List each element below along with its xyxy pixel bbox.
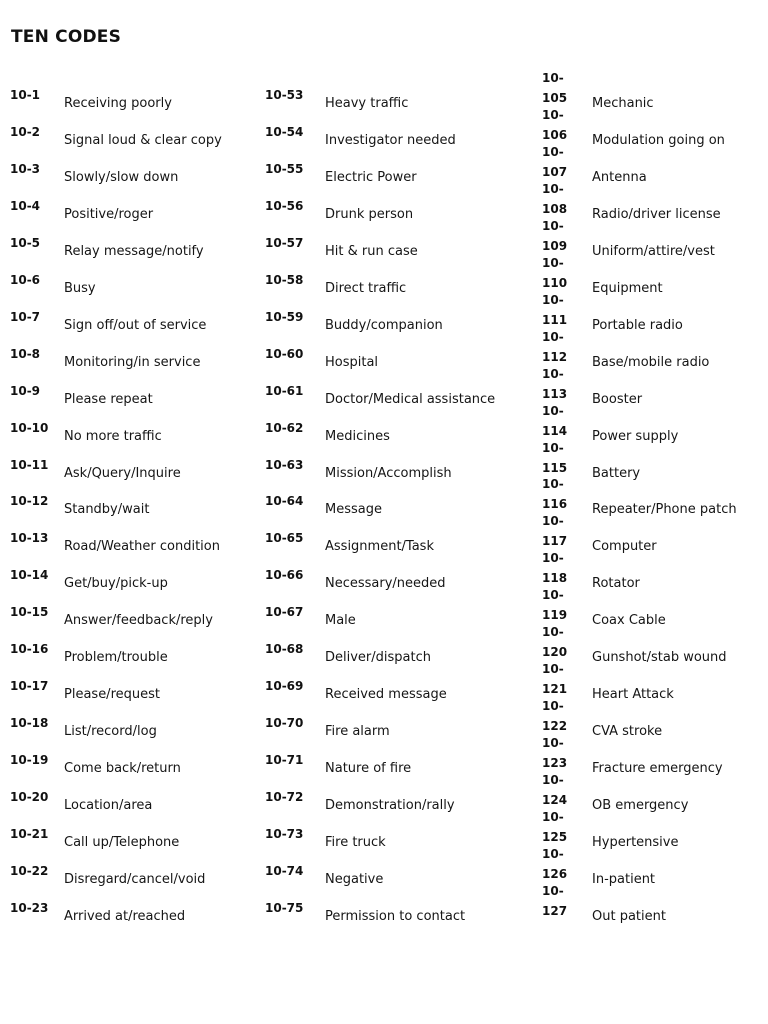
code-label: 10-17 (10, 679, 49, 694)
code-number: 127 (542, 903, 568, 918)
code-prefix: 10- (542, 514, 564, 529)
code-meaning: Arrived at/reached (64, 908, 186, 924)
code-number: 111 (542, 312, 568, 327)
code-meaning: Standby/wait (64, 502, 150, 518)
code-meaning: Uniform/attire/vest (592, 243, 715, 259)
code-meaning: Message (325, 502, 382, 518)
code-label (542, 404, 567, 438)
code-number: 117 (542, 534, 568, 549)
code-label: 10-7 (10, 309, 41, 324)
code-number: 118 (542, 571, 568, 586)
code-number: 106 (542, 127, 568, 142)
code-label (542, 699, 567, 733)
code-row (262, 671, 522, 708)
code-row (0, 339, 260, 376)
code-row (540, 514, 768, 560)
code-label (542, 588, 567, 622)
code-label (542, 441, 567, 475)
code-meaning: Electric Power (325, 169, 417, 185)
code-meaning: Hypertensive (592, 835, 679, 850)
code-row (262, 450, 522, 487)
code-meaning: CVA stroke (592, 724, 663, 740)
code-label: 10-73 (265, 827, 304, 841)
code-meaning: Mechanic (592, 96, 654, 111)
code-row (0, 597, 260, 634)
code-row (540, 329, 768, 376)
code-number: 121 (542, 682, 568, 697)
code-label: 10-16 (10, 642, 49, 657)
code-row (262, 856, 522, 893)
code-row (540, 551, 768, 597)
code-meaning: Investigator needed (325, 132, 456, 148)
code-meaning: Relay message/notify (64, 243, 204, 259)
code-prefix: 10- (542, 883, 564, 898)
code-meaning: Answer/feedback/reply (64, 613, 213, 629)
code-number: 126 (542, 866, 568, 881)
code-meaning: Come back/return (64, 761, 181, 777)
code-label: 10-63 (265, 457, 304, 472)
code-meaning: Modulation going on (592, 132, 725, 148)
code-row (0, 856, 260, 893)
code-label: 10-72 (265, 790, 304, 805)
code-label (542, 256, 567, 290)
code-meaning: Deliver/dispatch (325, 650, 431, 666)
code-meaning: Disregard/cancel/void (64, 871, 206, 887)
code-label: 10-19 (10, 753, 49, 768)
code-label (542, 773, 567, 807)
code-meaning: In-patient (592, 871, 656, 887)
code-number: 123 (542, 756, 568, 771)
code-row (262, 80, 522, 117)
code-prefix: 10- (542, 810, 564, 824)
code-meaning: Portable radio (592, 317, 683, 333)
code-row (262, 228, 522, 265)
code-row (0, 671, 260, 708)
code-meaning: Assignment/Task (325, 539, 434, 555)
code-row (262, 486, 522, 523)
code-prefix: 10- (542, 551, 564, 566)
code-meaning: Repeater/Phone patch (592, 502, 737, 518)
code-row (262, 302, 522, 339)
code-prefix: 10- (542, 440, 564, 455)
code-row (540, 218, 768, 265)
code-meaning: Booster (592, 391, 643, 407)
code-meaning: Fire alarm (325, 724, 390, 740)
code-label: 10-2 (10, 124, 41, 139)
code-label (542, 662, 567, 696)
code-label (542, 810, 567, 844)
code-label: 10-60 (265, 346, 304, 361)
code-label (542, 108, 567, 142)
code-row (262, 339, 522, 376)
code-meaning: Positive/roger (64, 206, 154, 222)
code-prefix: 10- (542, 71, 564, 85)
code-label: 10-15 (10, 605, 49, 620)
code-row (0, 486, 260, 523)
code-row (0, 228, 260, 265)
code-row (540, 810, 768, 856)
code-row (540, 736, 768, 782)
code-label: 10-13 (10, 531, 49, 546)
code-number: 116 (542, 497, 568, 512)
code-number: 110 (542, 275, 568, 290)
code-label: 10-14 (10, 568, 49, 583)
code-number: 122 (542, 719, 568, 734)
code-label (542, 219, 567, 253)
code-meaning: No more traffic (64, 428, 162, 444)
code-label: 10-65 (265, 531, 304, 546)
code-row (0, 708, 260, 745)
code-row (262, 893, 522, 930)
code-row (0, 893, 260, 930)
code-label (542, 330, 567, 364)
code-row (0, 745, 260, 782)
code-row (262, 782, 522, 819)
code-prefix: 10- (542, 181, 564, 196)
code-number: 112 (542, 349, 568, 364)
code-label: 10-53 (265, 88, 304, 102)
code-meaning: Location/area (64, 798, 153, 814)
code-label: 10-61 (265, 383, 304, 398)
code-meaning: Fracture emergency (592, 761, 723, 777)
code-prefix: 10- (542, 366, 564, 381)
code-label: 10-66 (265, 568, 304, 583)
code-prefix: 10- (542, 588, 564, 603)
code-meaning: Direct traffic (325, 280, 407, 296)
code-meaning: Rotator (592, 576, 640, 592)
code-row (540, 625, 768, 671)
code-meaning: Slowly/slow down (64, 169, 179, 185)
code-label: 10-23 (10, 900, 49, 915)
code-row (540, 403, 768, 450)
code-label: 10-71 (265, 753, 304, 768)
code-label: 10-11 (10, 457, 49, 472)
code-row (540, 588, 768, 634)
code-label (542, 551, 567, 585)
code-row (262, 154, 522, 191)
code-row (262, 745, 522, 782)
code-label: 10-8 (10, 346, 41, 361)
code-number: 115 (542, 460, 568, 475)
code-label: 10-74 (265, 863, 304, 878)
code-prefix: 10- (542, 699, 564, 714)
code-number: 120 (542, 645, 568, 660)
code-row (0, 634, 260, 671)
code-row (262, 597, 522, 634)
code-label (542, 477, 567, 511)
code-meaning: Road/Weather condition (64, 539, 220, 555)
code-label: 10-58 (265, 272, 304, 287)
code-meaning: List/record/log (64, 724, 157, 740)
code-prefix: 10- (542, 662, 564, 677)
code-label: 10-18 (10, 716, 49, 731)
code-row (0, 782, 260, 819)
code-row (540, 181, 768, 228)
code-number: 124 (542, 793, 568, 808)
code-prefix: 10- (542, 292, 564, 307)
code-meaning: Base/mobile radio (592, 354, 710, 370)
code-row (540, 773, 768, 819)
code-label: 10-57 (265, 235, 304, 250)
code-meaning: Buddy/companion (325, 317, 443, 333)
code-row (262, 191, 522, 228)
code-label: 10-75 (265, 900, 304, 915)
code-prefix: 10- (542, 773, 564, 788)
code-label (542, 625, 567, 659)
code-row (262, 819, 522, 856)
code-prefix: 10- (542, 329, 564, 344)
code-meaning: Computer (592, 539, 657, 555)
code-row (0, 302, 260, 339)
code-row (262, 117, 522, 154)
code-meaning: Permission to contact (325, 908, 466, 924)
code-row (540, 846, 768, 893)
code-row (540, 292, 768, 339)
code-number: 108 (542, 201, 568, 216)
code-label (542, 182, 567, 216)
code-label: 10-4 (10, 198, 41, 213)
code-meaning: Battery (592, 465, 641, 481)
code-label: 10-12 (10, 494, 49, 509)
code-label: 10-64 (265, 494, 304, 509)
code-row (0, 154, 260, 191)
code-prefix: 10- (542, 625, 564, 640)
code-row (0, 117, 260, 154)
code-prefix: 10- (542, 218, 564, 233)
code-meaning: Negative (325, 871, 384, 887)
code-row (540, 107, 768, 154)
code-row (262, 376, 522, 413)
code-meaning: Heart Attack (592, 687, 674, 703)
code-number: 125 (542, 830, 568, 844)
code-row (0, 191, 260, 228)
code-meaning: Monitoring/in service (64, 354, 201, 370)
code-label: 10-3 (10, 161, 41, 176)
code-label: 10-1 (10, 88, 41, 102)
page-title: TEN CODES (11, 27, 122, 47)
code-meaning: Radio/driver license (592, 206, 721, 222)
code-label: 10-59 (265, 309, 304, 324)
code-number: 113 (542, 386, 568, 401)
code-label: 10-22 (10, 863, 49, 878)
code-meaning: Necessary/needed (325, 576, 446, 592)
code-row (0, 450, 260, 487)
code-meaning: Please/request (64, 687, 160, 703)
code-meaning: Hospital (325, 354, 379, 370)
code-meaning: Mission/Accomplish (325, 465, 452, 481)
code-row (540, 440, 768, 487)
code-meaning: Busy (64, 280, 96, 296)
code-label: 10-6 (10, 272, 41, 287)
code-meaning: Heavy traffic (325, 96, 409, 111)
code-prefix: 10- (542, 846, 564, 861)
code-label (542, 884, 567, 918)
code-meaning: Please repeat (64, 391, 153, 407)
code-label: 10-54 (265, 124, 304, 139)
code-label (542, 367, 567, 401)
code-meaning: Out patient (592, 908, 666, 924)
code-label (542, 145, 567, 179)
code-meaning: Problem/trouble (64, 650, 168, 666)
code-meaning: Power supply (592, 428, 679, 444)
code-row (540, 71, 768, 117)
code-row (0, 819, 260, 856)
code-prefix: 10- (542, 144, 564, 159)
code-meaning: Doctor/Medical assistance (325, 391, 496, 407)
code-prefix: 10- (542, 255, 564, 270)
code-row (0, 376, 260, 413)
code-row (262, 265, 522, 302)
code-meaning: Equipment (592, 280, 663, 296)
code-meaning: Nature of fire (325, 761, 412, 777)
code-number: 109 (542, 238, 568, 253)
code-meaning: Coax Cable (592, 613, 666, 629)
code-number: 105 (542, 91, 568, 105)
code-row (262, 634, 522, 671)
code-row (0, 560, 260, 597)
code-label (542, 736, 567, 770)
code-label: 10-68 (265, 642, 304, 657)
code-prefix: 10- (542, 403, 564, 418)
code-meaning: Receiving poorly (64, 96, 172, 111)
code-meaning: Hit & run case (325, 243, 418, 259)
code-label: 10-56 (265, 198, 304, 213)
code-row (0, 265, 260, 302)
code-prefix: 10- (542, 736, 564, 751)
code-meaning: Signal loud & clear copy (64, 132, 222, 148)
code-row (0, 523, 260, 560)
code-number: 119 (542, 608, 568, 623)
code-label (542, 293, 567, 327)
code-meaning: Demonstration/rally (325, 798, 455, 814)
code-label: 10-67 (265, 605, 304, 620)
code-meaning: OB emergency (592, 798, 689, 814)
code-label (542, 71, 567, 105)
code-row (262, 413, 522, 450)
code-row (262, 560, 522, 597)
code-row (540, 883, 768, 930)
code-row (540, 144, 768, 191)
code-row (540, 662, 768, 708)
code-prefix: 10- (542, 477, 564, 492)
code-prefix: 10- (542, 107, 564, 122)
code-number: 114 (542, 423, 568, 438)
code-label: 10-10 (10, 420, 49, 435)
code-row (540, 255, 768, 302)
code-row (540, 477, 768, 523)
code-label (542, 514, 567, 548)
code-meaning: Received message (325, 687, 447, 703)
code-number: 107 (542, 164, 568, 179)
code-label: 10-5 (10, 235, 41, 250)
code-row (0, 413, 260, 450)
code-label: 10-55 (265, 161, 304, 176)
code-row (262, 523, 522, 560)
code-meaning: Male (325, 613, 356, 629)
code-label: 10-21 (10, 827, 49, 841)
code-label: 10-9 (10, 383, 41, 398)
code-meaning: Call up/Telephone (64, 835, 180, 850)
code-label: 10-20 (10, 790, 49, 805)
code-row (262, 708, 522, 745)
code-label: 10-69 (265, 679, 304, 694)
code-meaning: Gunshot/stab wound (592, 650, 727, 666)
code-meaning: Sign off/out of service (64, 317, 207, 333)
code-row (540, 366, 768, 413)
code-meaning: Fire truck (325, 835, 386, 850)
code-row (0, 80, 260, 117)
code-meaning: Medicines (325, 428, 390, 444)
code-label: 10-62 (265, 420, 304, 435)
code-meaning: Get/buy/pick-up (64, 576, 168, 592)
code-label (542, 847, 567, 881)
code-meaning: Antenna (592, 169, 647, 185)
code-meaning: Drunk person (325, 206, 414, 222)
code-meaning: Ask/Query/Inquire (64, 465, 181, 481)
code-row (540, 699, 768, 745)
code-label: 10-70 (265, 716, 304, 731)
